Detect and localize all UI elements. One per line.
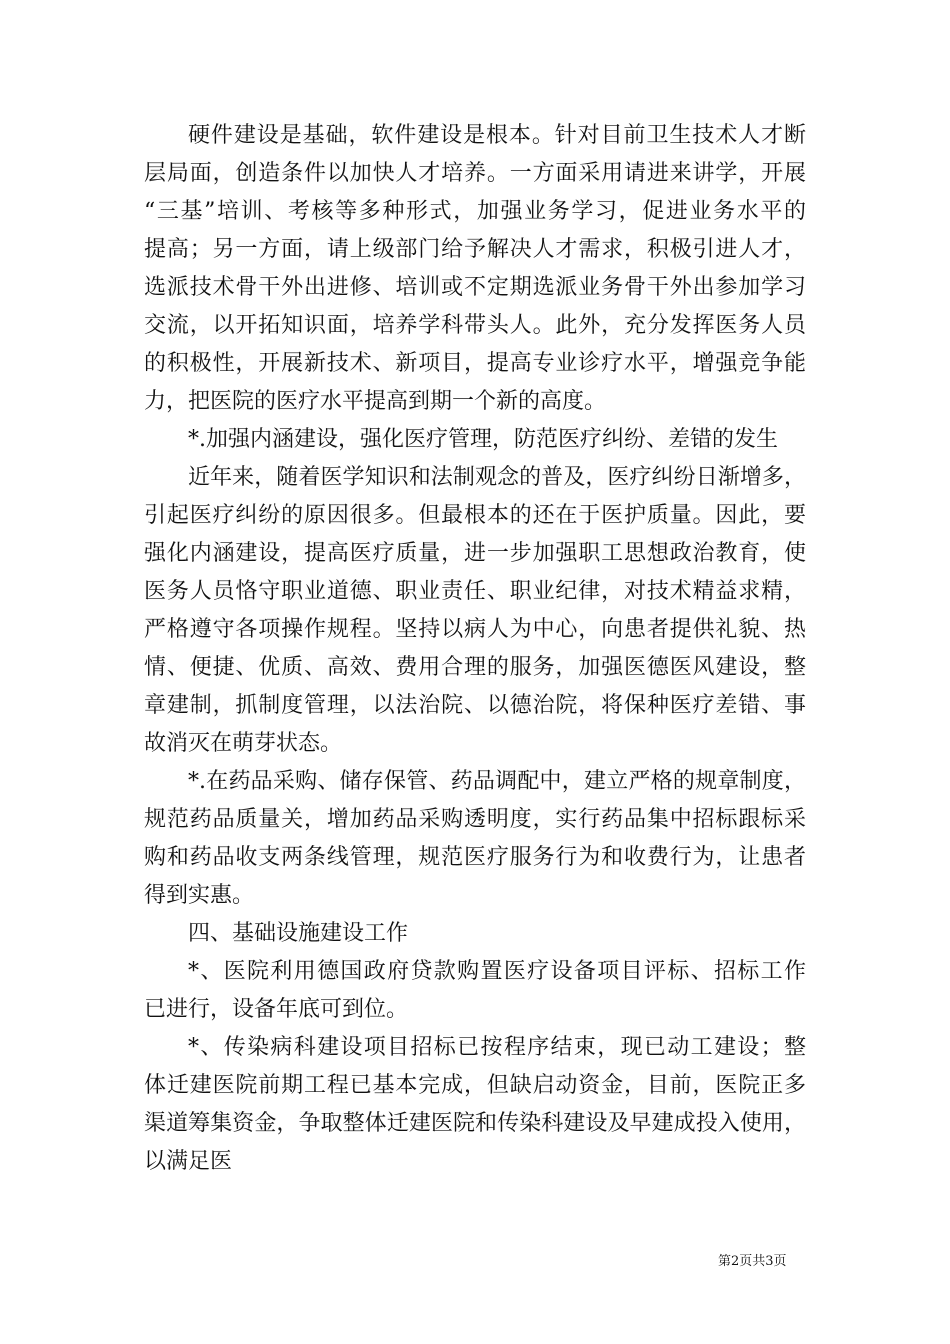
paragraph-line: 故消灭在萌芽状态。	[144, 731, 343, 756]
paragraph-line: 规范药品质量关，增加药品采购透明度，实行药品集中招标跟标采	[144, 807, 806, 832]
paragraph-line: 以满足医	[144, 1149, 233, 1174]
paragraph-line: 渠道筹集资金，争取整体迁建医院和传染科建设及早建成投入使用，	[144, 1111, 806, 1136]
paragraph-line: 得到实惠。	[144, 883, 255, 908]
paragraph-line: 的积极性，开展新技术、新项目，提高专业诊疗水平，增强竞争能	[144, 351, 806, 376]
paragraph-line: 购和药品收支两条线管理，规范医疗服务行为和收费行为，让患者	[144, 845, 806, 870]
paragraph-line: *.在药品采购、储存保管、药品调配中，建立严格的规章制度，	[188, 769, 806, 794]
paragraph-line: 体迁建医院前期工程已基本完成，但缺启动资金，目前，医院正多	[144, 1073, 806, 1098]
paragraph-line: 章建制，抓制度管理，以法治院、以德治院，将保种医疗差错、事	[144, 693, 806, 718]
paragraph-line: “三基”培训、考核等多种形式，加强业务学习，促进业务水平的	[144, 199, 806, 224]
paragraph-line: 力，把医院的医疗水平提高到期一个新的高度。	[144, 389, 607, 414]
paragraph-line: 医务人员恪守职业道德、职业责任、职业纪律，对技术精益求精，	[144, 579, 806, 604]
paragraph-line: 层局面，创造条件以加快人才培养。一方面采用请进来讲学，开展	[144, 161, 806, 186]
paragraph-line: *、医院利用德国政府贷款购置医疗设备项目评标、招标工作	[188, 959, 806, 984]
section-heading: *.加强内涵建设，强化医疗管理，防范医疗纠纷、差错的发生	[188, 427, 778, 452]
paragraph-line: 情、便捷、优质、高效、费用合理的服务，加强医德医风建设，整	[144, 655, 806, 680]
paragraph-line: 提高；另一方面，请上级部门给予解决人才需求，积极引进人才，	[144, 237, 806, 262]
section-heading: 四、基础设施建设工作	[188, 921, 409, 946]
page-number: 第2页共3页	[718, 1254, 787, 1269]
paragraph-line: 选派技术骨干外出进修、培训或不定期选派业务骨干外出参加学习	[144, 275, 806, 300]
paragraph-line: 交流，以开拓知识面，培养学科带头人。此外，充分发挥医务人员	[144, 313, 806, 338]
paragraph-line: 严格遵守各项操作规程。坚持以病人为中心，向患者提供礼貌、热	[144, 617, 806, 642]
paragraph-line: 引起医疗纠纷的原因很多。但最根本的还在于医护质量。因此，要	[144, 503, 806, 528]
paragraph-line: 强化内涵建设，提高医疗质量，进一步加强职工思想政治教育，使	[144, 541, 806, 566]
paragraph-line: 硬件建设是基础，软件建设是根本。针对目前卫生技术人才断	[188, 123, 806, 148]
paragraph-line: 已进行，设备年底可到位。	[144, 997, 409, 1022]
paragraph-line: 近年来，随着医学知识和法制观念的普及，医疗纠纷日渐增多，	[188, 465, 806, 490]
paragraph-line: *、传染病科建设项目招标已按程序结束，现已动工建设；整	[188, 1035, 806, 1060]
